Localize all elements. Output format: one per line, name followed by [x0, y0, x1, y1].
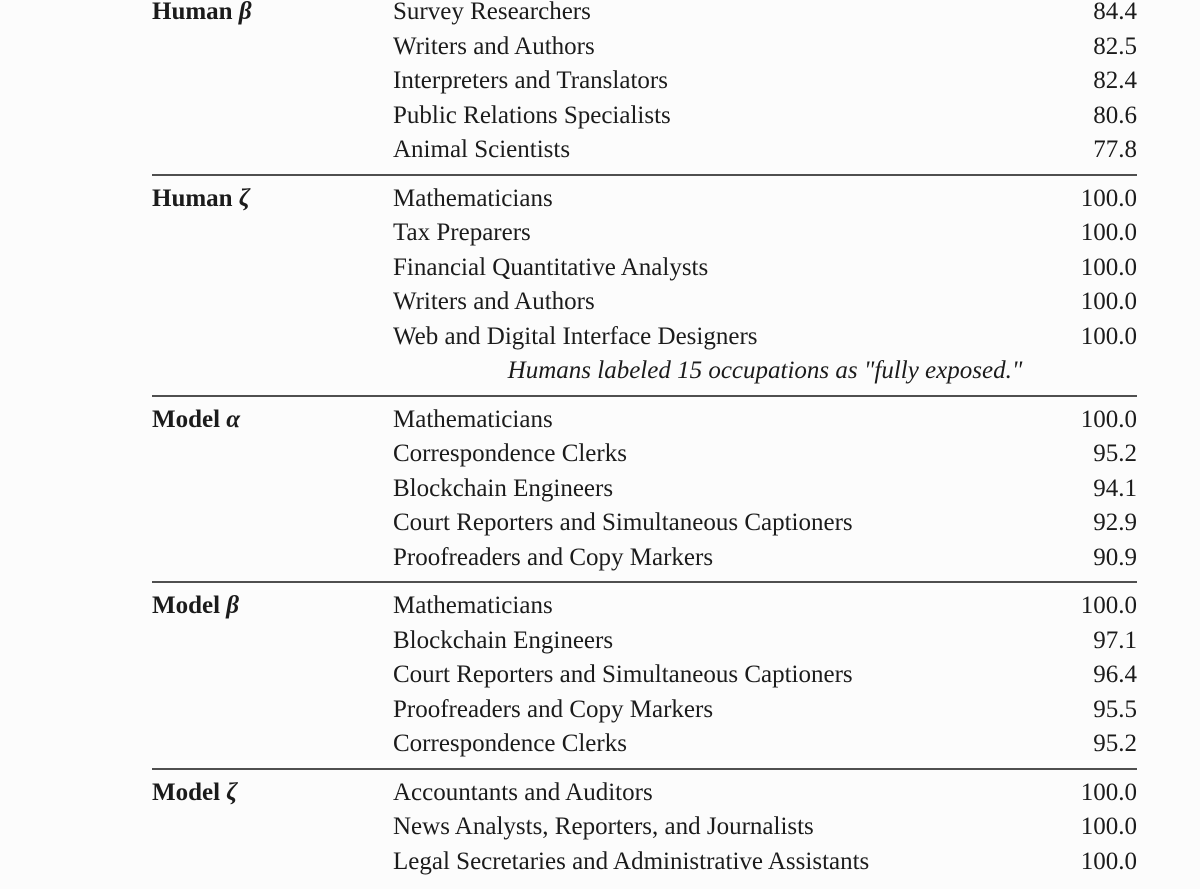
- table-row: [152, 175, 1137, 217]
- table-row: [152, 693, 1137, 728]
- group-label: [152, 30, 393, 65]
- exposure-score: 100.0: [1080, 847, 1137, 875]
- occupation-name: Blockchain Engineers: [393, 626, 614, 654]
- exposure-score: 92.9: [1093, 509, 1137, 536]
- group-symbol: α: [226, 405, 241, 433]
- section-human-zeta: [152, 175, 1137, 396]
- exposure-score: 100.0: [1080, 778, 1137, 806]
- exposure-score: 100.0: [1080, 253, 1137, 281]
- table-row: [152, 506, 1137, 541]
- table-row: [152, 658, 1137, 693]
- group-label: [152, 396, 393, 438]
- exposure-score: 100.0: [1080, 592, 1137, 619]
- occupation-name: Correspondence Clerks: [393, 440, 627, 467]
- group-name: Human: [152, 184, 233, 212]
- group-label: [152, 845, 393, 886]
- group-symbol: β: [238, 0, 252, 25]
- table-row: [152, 582, 1137, 624]
- occupation-name: Accountants and Auditors: [393, 778, 653, 806]
- group-label: [152, 624, 393, 659]
- occupation-name: Public Relations Specialists: [393, 101, 671, 129]
- occupation-name: Web and Digital Interface Designers: [393, 322, 758, 350]
- occupation-name: Correspondence Clerks: [393, 730, 627, 757]
- occupation-name: Writers and Authors: [393, 288, 595, 315]
- group-label: [152, 506, 393, 541]
- exposure-score: 100.0: [1080, 184, 1137, 212]
- table-row: [152, 285, 1137, 320]
- occupation-name: Legal Secretaries and Administrative Assistants: [393, 847, 870, 875]
- table-row: [152, 216, 1137, 251]
- group-label: [152, 541, 393, 583]
- exposure-score: 84.4: [1093, 0, 1137, 25]
- table-row: [152, 437, 1137, 472]
- occupation-name: Survey Researchers: [393, 0, 591, 25]
- group-label: [152, 285, 393, 320]
- table-row: [152, 541, 1137, 583]
- table-row: [152, 320, 1137, 355]
- occupation-name: Mathematicians: [393, 405, 553, 433]
- table-row: [152, 727, 1137, 769]
- occupation-name: Interpreters and Translators: [393, 67, 668, 94]
- group-label: [152, 437, 393, 472]
- table-row: [152, 396, 1137, 438]
- group-label: [152, 582, 393, 624]
- table-row: [152, 845, 1137, 886]
- section-human-beta: [152, 0, 1137, 175]
- exposure-score: 100.0: [1080, 219, 1137, 246]
- group-name: Human: [152, 0, 233, 25]
- exposure-score: 100.0: [1080, 322, 1137, 350]
- group-label: [152, 769, 393, 811]
- exposure-score: 100.0: [1080, 288, 1137, 315]
- group-label: [152, 175, 393, 217]
- occupation-name: Tax Preparers: [393, 219, 531, 246]
- group-label: [152, 251, 393, 286]
- group-label: [152, 727, 393, 769]
- note-spacer: [152, 354, 393, 396]
- group-label: [152, 693, 393, 728]
- occupation-name: News Analysts, Reporters, and Journalists: [393, 813, 814, 840]
- group-label: [152, 810, 393, 845]
- exposure-score: 95.5: [1093, 695, 1137, 723]
- exposure-score: 100.0: [1080, 813, 1137, 840]
- table-row: [152, 30, 1137, 65]
- exposure-score: 95.2: [1093, 730, 1137, 757]
- group-symbol: β: [226, 592, 240, 619]
- occupation-name: Financial Quantitative Analysts: [393, 253, 709, 281]
- table-row: [152, 0, 1137, 30]
- occupation-name: Proofreaders and Copy Markers: [393, 695, 714, 723]
- group-symbol: ζ: [238, 184, 250, 212]
- table-row: [152, 251, 1137, 286]
- exposure-score: 80.6: [1093, 101, 1137, 129]
- section-note: Humans labeled 15 occupations as "fully exposed.": [507, 357, 1023, 384]
- group-name: Model: [152, 592, 221, 619]
- table-row: [152, 810, 1137, 845]
- section-note-row: [152, 354, 1137, 396]
- occupation-name: Proofreaders and Copy Markers: [393, 543, 714, 571]
- group-name: Model: [152, 405, 221, 433]
- table-row: [152, 133, 1137, 175]
- occupation-exposure-table: [152, 0, 1137, 885]
- group-label: [152, 216, 393, 251]
- table-row: [152, 99, 1137, 134]
- occupation-name: Mathematicians: [393, 592, 553, 619]
- exposure-score: 94.1: [1093, 474, 1137, 502]
- occupation-name: Court Reporters and Simultaneous Captioners: [393, 509, 853, 536]
- section-model-alpha: [152, 396, 1137, 583]
- occupation-name: Court Reporters and Simultaneous Captioners: [393, 661, 853, 688]
- group-label: [152, 133, 393, 175]
- exposure-score: 100.0: [1080, 405, 1137, 433]
- group-label: [152, 320, 393, 355]
- table-row: [152, 769, 1137, 811]
- section-model-beta: [152, 582, 1137, 769]
- group-label: [152, 472, 393, 507]
- section-model-zeta: [152, 769, 1137, 886]
- group-name: Model: [152, 778, 221, 806]
- group-symbol: ζ: [226, 778, 238, 806]
- table-row: [152, 472, 1137, 507]
- occupation-name: Mathematicians: [393, 184, 553, 212]
- exposure-score: 90.9: [1093, 543, 1137, 571]
- exposure-score: 95.2: [1093, 440, 1137, 467]
- exposure-score: 77.8: [1093, 136, 1137, 163]
- table-row: [152, 624, 1137, 659]
- table-row: [152, 64, 1137, 99]
- exposure-score: 82.4: [1093, 67, 1137, 94]
- group-label: [152, 64, 393, 99]
- group-label: [152, 0, 393, 30]
- exposure-score: 82.5: [1093, 32, 1137, 60]
- group-label: [152, 99, 393, 134]
- occupation-name: Writers and Authors: [393, 32, 595, 60]
- occupation-name: Animal Scientists: [393, 136, 571, 163]
- group-label: [152, 658, 393, 693]
- exposure-score: 96.4: [1093, 661, 1137, 688]
- occupation-name: Blockchain Engineers: [393, 474, 614, 502]
- exposure-score: 97.1: [1093, 626, 1137, 654]
